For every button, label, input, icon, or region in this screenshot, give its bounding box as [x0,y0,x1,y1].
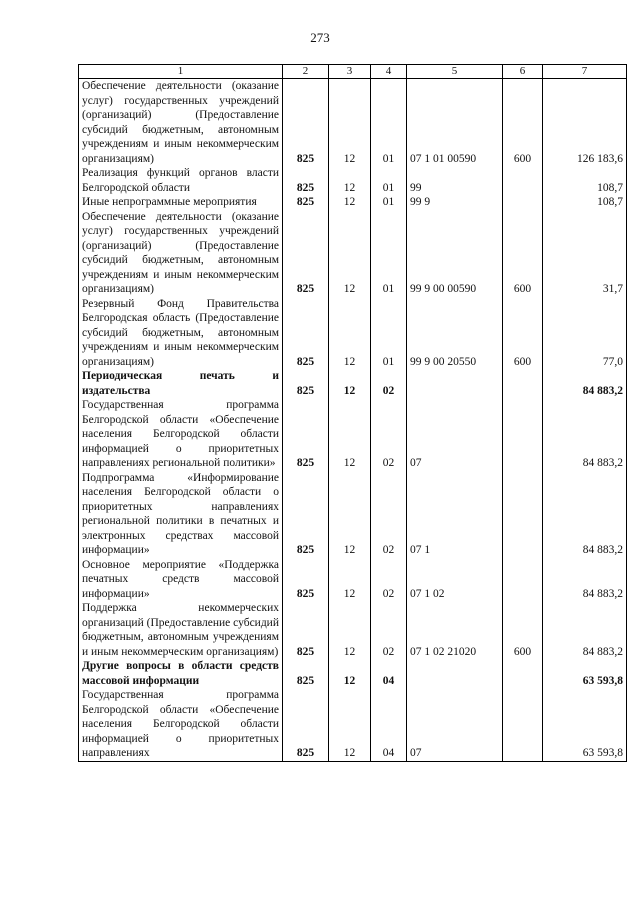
section-code: 12 [329,659,371,688]
amount: 126 183,6 [543,79,627,167]
ministry-code: 825 [283,297,329,370]
table-row [79,195,627,210]
target-article-code: 07 [407,398,503,471]
row-name: Основное мероприятие «Поддержка печатных средств массовой информации» [79,558,283,602]
target-article-code: 07 [407,688,503,761]
page-number: 273 [310,30,330,45]
target-article-code: 07 1 02 21020 [407,601,503,659]
amount: 63 593,8 [543,659,627,688]
section-code: 12 [329,558,371,602]
table-row [79,601,627,659]
target-article-code: 99 [407,166,503,195]
ministry-code: 825 [283,471,329,558]
column-number-row [79,65,627,79]
column-number: 2 [283,65,329,79]
expense-type-code [503,688,543,761]
subsection-code: 02 [371,558,407,602]
amount: 84 883,2 [543,601,627,659]
table-row [79,398,627,471]
target-article-code [407,369,503,398]
expense-type-code: 600 [503,79,543,167]
table-row [79,79,627,167]
row-name: Иные непрограммные мероприятия [79,195,283,210]
expense-type-code [503,195,543,210]
ministry-code: 825 [283,166,329,195]
column-number: 4 [371,65,407,79]
row-name: Обеспечение деятельности (оказание услуг) государственных учреждений (организаций) (Предоставление субсидий бюджетным, автономным учреждениям и иным некоммерческим организациям) [79,79,283,167]
amount: 84 883,2 [543,558,627,602]
table-row [79,369,627,398]
target-article-code [407,659,503,688]
subsection-code: 02 [371,601,407,659]
budget-table [78,64,627,762]
subsection-code: 02 [371,471,407,558]
subsection-code: 04 [371,659,407,688]
target-article-code: 07 1 [407,471,503,558]
section-code: 12 [329,688,371,761]
ministry-code: 825 [283,369,329,398]
column-number: 3 [329,65,371,79]
section-code: 12 [329,210,371,297]
subsection-code: 02 [371,398,407,471]
row-name: Резервный Фонд Правительства Белгородская область (Предоставление субсидий бюджетным, автономным учреждениям и иным некоммерческим организациям) [79,297,283,370]
expense-type-code [503,166,543,195]
target-article-code: 07 1 02 [407,558,503,602]
table-row [79,471,627,558]
expense-type-code: 600 [503,601,543,659]
subsection-code: 04 [371,688,407,761]
ministry-code: 825 [283,659,329,688]
amount: 108,7 [543,195,627,210]
amount: 108,7 [543,166,627,195]
section-code: 12 [329,471,371,558]
ministry-code: 825 [283,601,329,659]
expense-type-code [503,659,543,688]
ministry-code: 825 [283,688,329,761]
row-name: Подпрограмма «Информирование населения Белгородской области о приоритетных направлениях региональной политики в печатных и электронных средствах массовой информации» [79,471,283,558]
ministry-code: 825 [283,398,329,471]
row-name: Другие вопросы в области средств массовой информации [79,659,283,688]
subsection-code: 01 [371,297,407,370]
section-code: 12 [329,297,371,370]
ministry-code: 825 [283,210,329,297]
expense-type-code: 600 [503,297,543,370]
subsection-code: 01 [371,166,407,195]
row-name: Периодическая печать и издательства [79,369,283,398]
expense-type-code [503,558,543,602]
column-number: 7 [543,65,627,79]
section-code: 12 [329,369,371,398]
target-article-code: 99 9 00 00590 [407,210,503,297]
amount: 84 883,2 [543,398,627,471]
ministry-code: 825 [283,79,329,167]
amount: 77,0 [543,297,627,370]
expense-type-code [503,471,543,558]
table-row [79,558,627,602]
table-row [79,297,627,370]
subsection-code: 01 [371,195,407,210]
subsection-code: 02 [371,369,407,398]
subsection-code: 01 [371,79,407,167]
section-code: 12 [329,601,371,659]
expense-type-code: 600 [503,210,543,297]
section-code: 12 [329,166,371,195]
column-number: 1 [79,65,283,79]
table-row [79,210,627,297]
row-name: Обеспечение деятельности (оказание услуг) государственных учреждений (организаций) (Предоставление субсидий бюджетным, автономным учреждениям и иным некоммерческим организациям) [79,210,283,297]
column-number: 5 [407,65,503,79]
target-article-code: 99 9 [407,195,503,210]
ministry-code: 825 [283,558,329,602]
row-name: Государственная программа Белгородской области «Обеспечение населения Белгородской области информацией о приоритетных направлениях региональной политики» [79,398,283,471]
expense-type-code [503,398,543,471]
column-number: 6 [503,65,543,79]
row-name: Государственная программа Белгородской области «Обеспечение населения Белгородской области информацией о приоритетных направлениях [79,688,283,761]
section-code: 12 [329,195,371,210]
row-name: Поддержка некоммерческих организаций (Предоставление субсидий бюджетным, автономным учреждениям и иным некоммерческим организациям) [79,601,283,659]
table-row [79,688,627,761]
target-article-code: 07 1 01 00590 [407,79,503,167]
table-row [79,659,627,688]
ministry-code: 825 [283,195,329,210]
expense-type-code [503,369,543,398]
subsection-code: 01 [371,210,407,297]
section-code: 12 [329,79,371,167]
row-name: Реализация функций органов власти Белгородской области [79,166,283,195]
amount: 31,7 [543,210,627,297]
amount: 84 883,2 [543,369,627,398]
amount: 63 593,8 [543,688,627,761]
target-article-code: 99 9 00 20550 [407,297,503,370]
section-code: 12 [329,398,371,471]
table-row [79,166,627,195]
amount: 84 883,2 [543,471,627,558]
